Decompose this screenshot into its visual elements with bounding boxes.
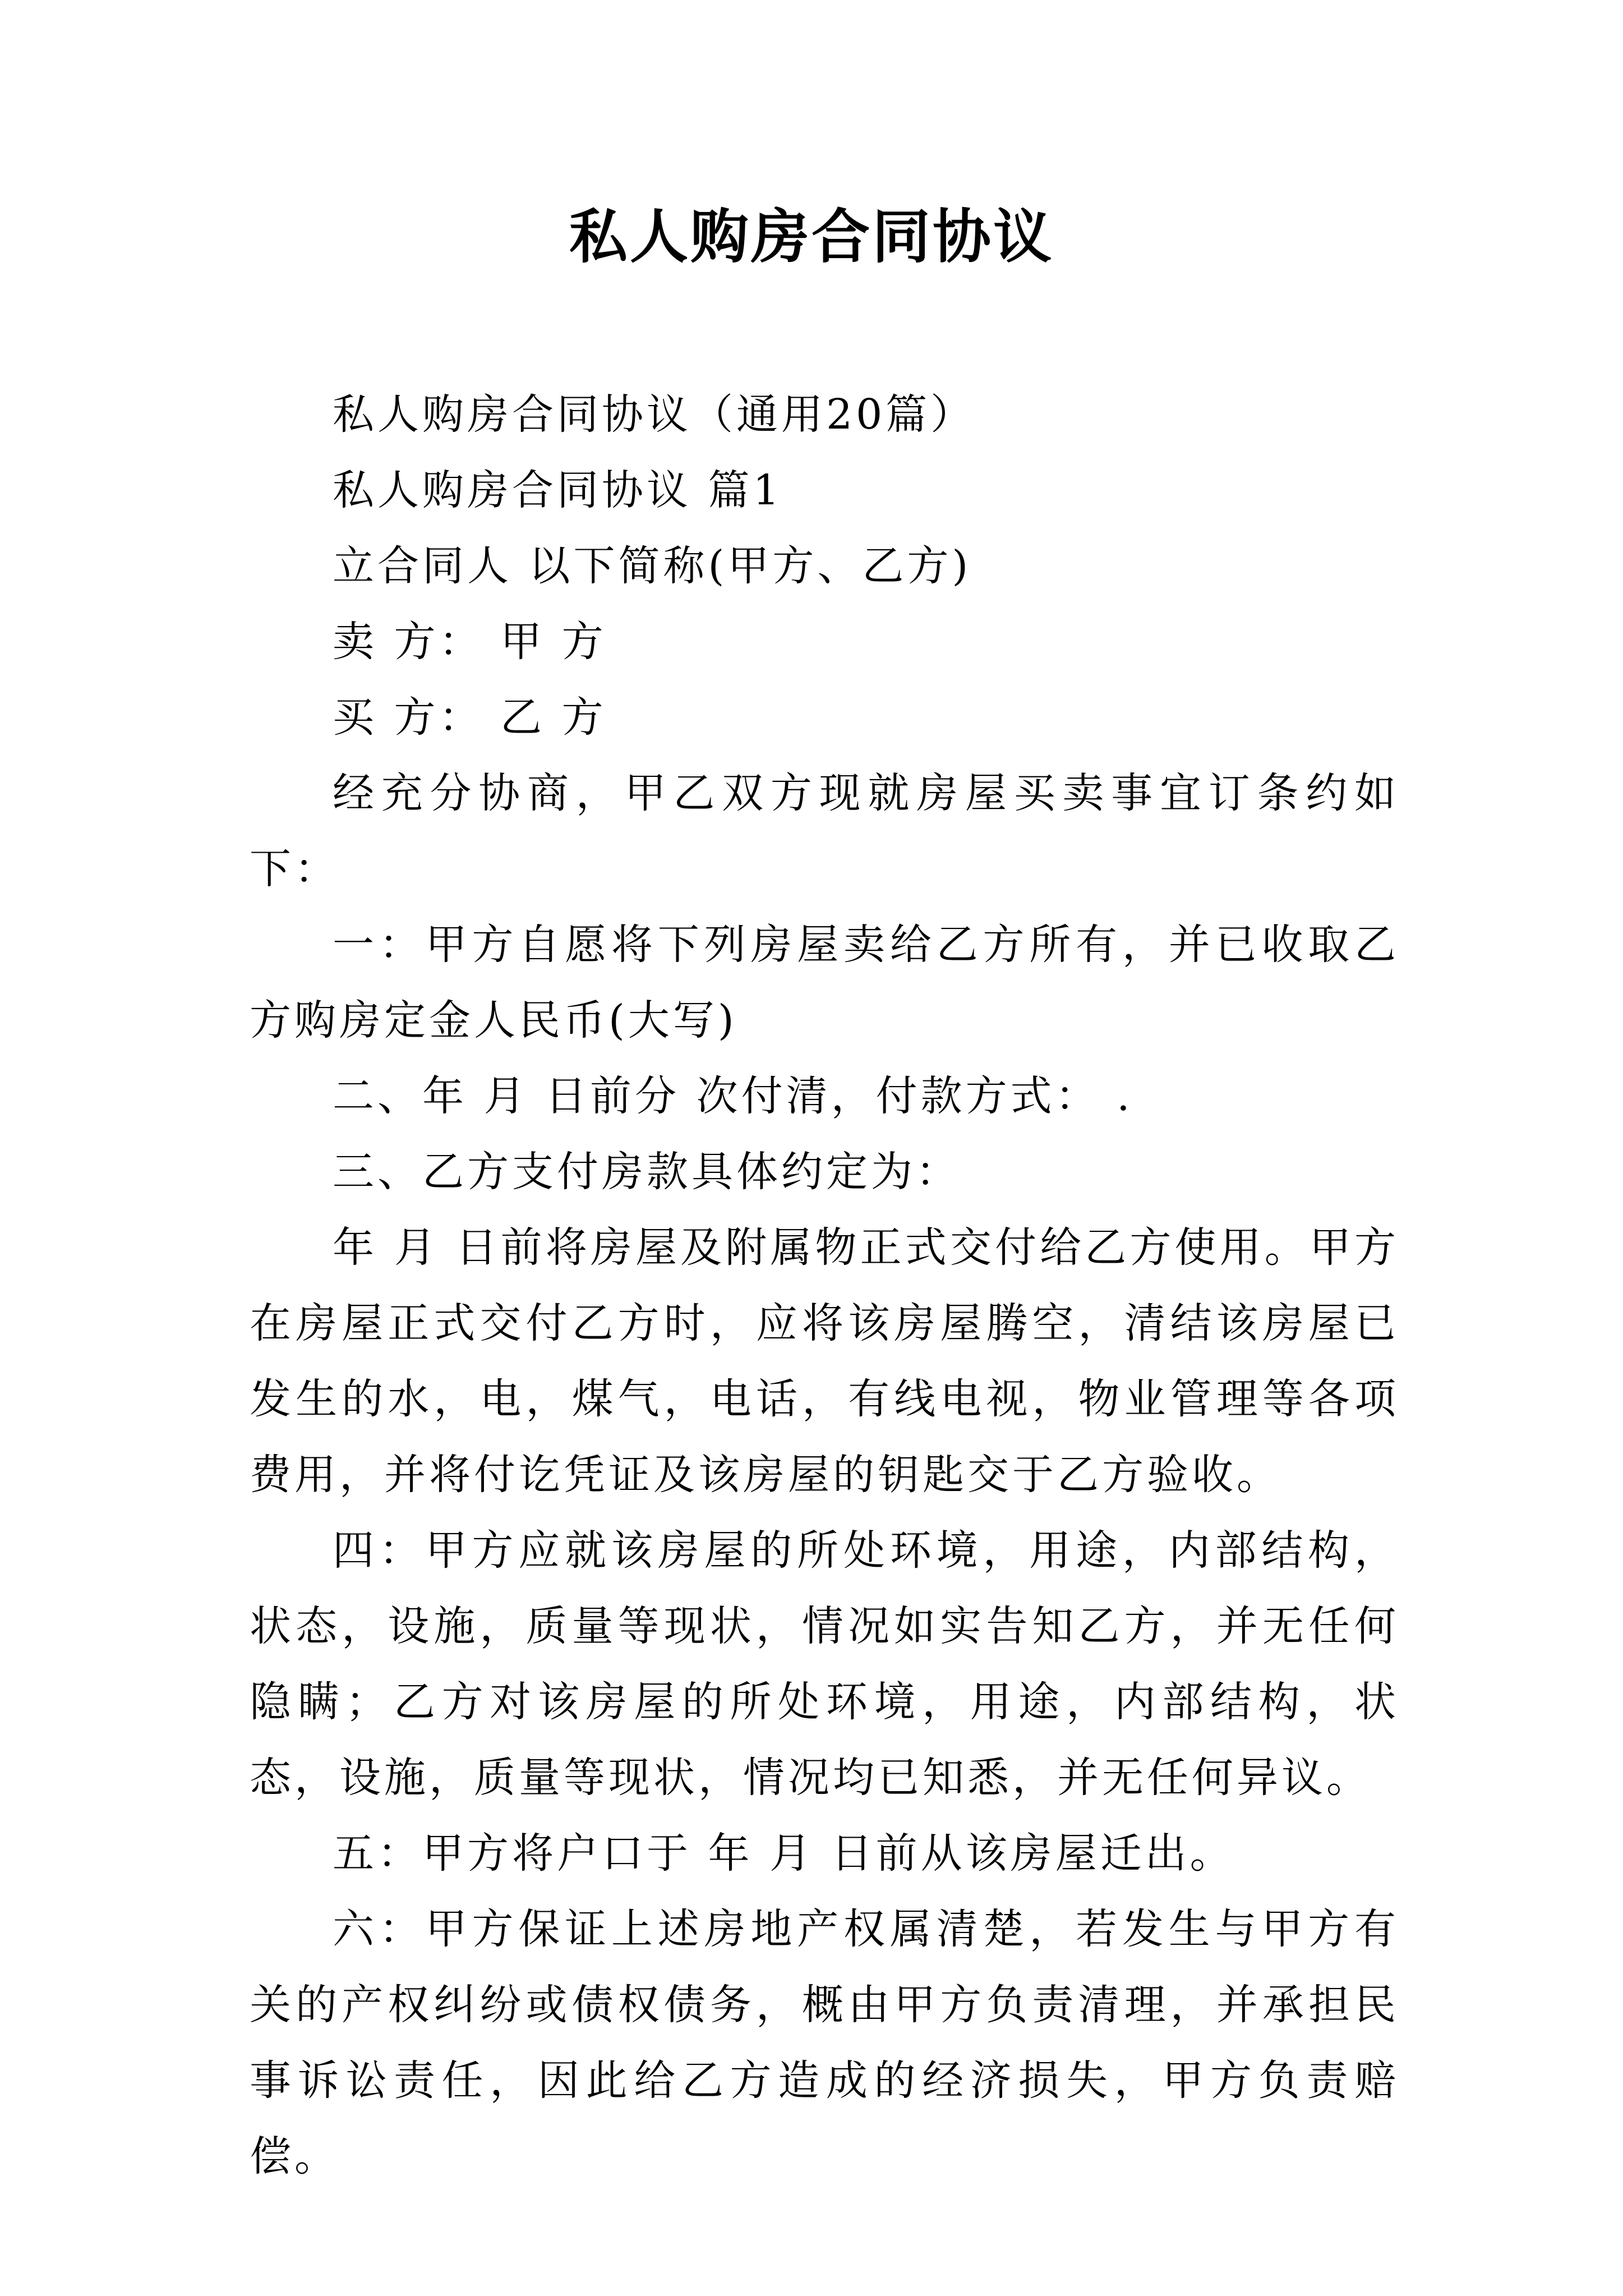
- document-title: 私人购房合同协议: [569, 202, 1054, 271]
- paragraph-seller: 卖 方： 甲 方: [333, 618, 607, 666]
- paragraph-clause-6: 六：甲方保证上述房地产权属清楚，若发生与甲方有关的产权纠纷或债权债务，概由甲方负责清理，并承担民事诉讼责任，因此给乙方造成的经济损失，甲方负责赔偿。: [250, 1905, 1399, 2180]
- paragraph-buyer: 买 方： 乙 方: [333, 693, 607, 742]
- document-body: [250, 377, 1399, 2194]
- paragraph-clause-5: 五：甲方将户口于 年 月 日前从该房屋迁出。: [333, 1829, 1235, 1878]
- paragraph-clause-2: 二、年 月 日前分 次付清，付款方式： .: [333, 1072, 1133, 1120]
- paragraph-clause-4: 四：甲方应就该房屋的所处环境，用途，内部结构，状态，设施，质量等现状，情况如实告知乙方，并无任何隐瞒；乙方对该房屋的所处环境，用途，内部结构，状态，设施，质量等现状，情况均已知悉，并无任何异议。: [250, 1526, 1399, 1802]
- paragraph-clause-3-detail: 年 月 日前将房屋及附属物正式交付给乙方使用。甲方在房屋正式交付乙方时，应将该房屋腾空，清结该房屋已发生的水，电，煤气，电话，有线电视，物业管理等各项费用，并将付讫凭证及该房屋的钥匙交于乙方验收。: [250, 1223, 1399, 1499]
- paragraph-clause-1: 一：甲方自愿将下列房屋卖给乙方所有，并已收取乙方购房定金人民币(大写): [250, 921, 1399, 1045]
- paragraph-preamble: 经充分协商，甲乙双方现就房屋买卖事宜订条约如下：: [250, 769, 1399, 893]
- paragraph-section-heading: 私人购房合同协议 篇1: [333, 466, 783, 514]
- paragraph-clause-3: 三、乙方支付房款具体约定为：: [333, 1148, 961, 1196]
- paragraph-subtitle: 私人购房合同协议（通用20篇）: [333, 390, 976, 439]
- paragraph-parties: 立合同人 以下简称(甲方、乙方): [333, 542, 972, 590]
